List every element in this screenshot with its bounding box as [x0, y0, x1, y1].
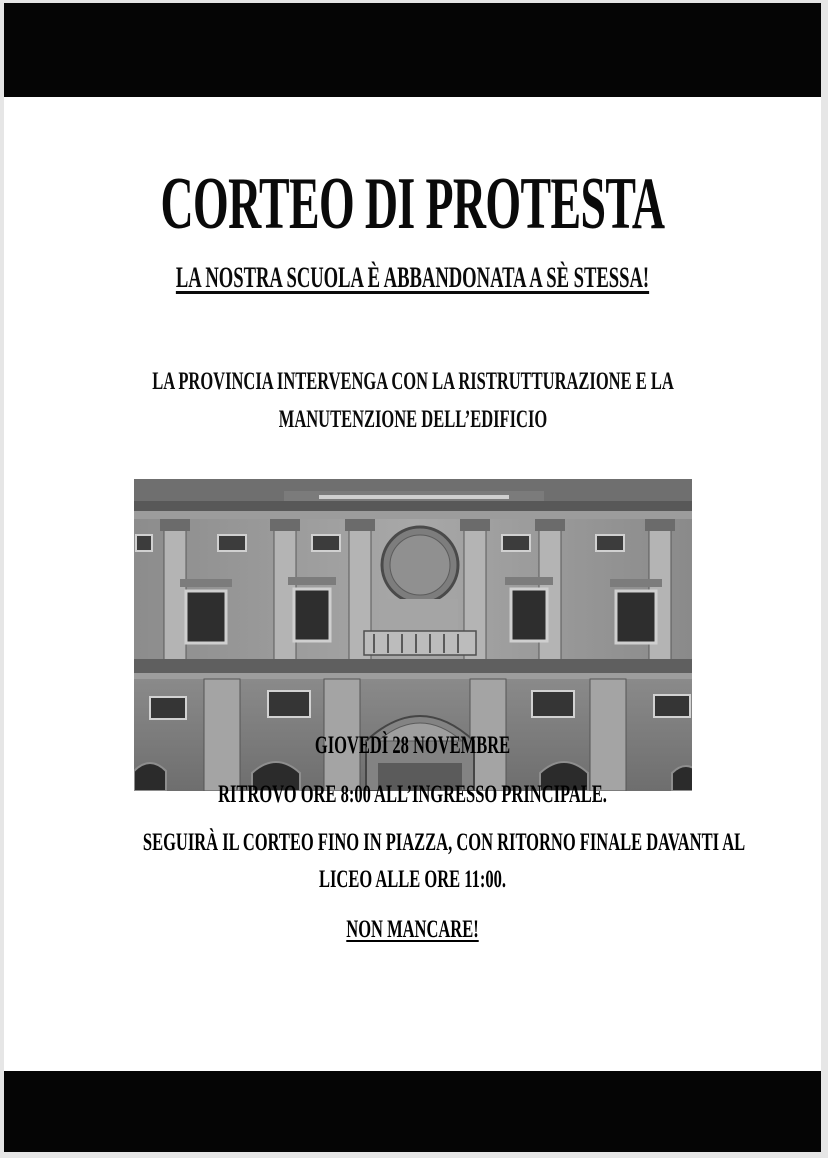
poster-title: CORTEO DI PROTESTA [160, 163, 665, 245]
event-date: GIOVEDÌ 28 NOVEMBRE [314, 732, 511, 759]
building-inscription [319, 495, 509, 499]
closing-call: NON MANCARE! [346, 916, 479, 943]
request-text [116, 363, 710, 439]
request-line-2: MANUTENZIONE DELL’EDIFICIO [278, 406, 548, 433]
poster-subtitle: LA NOSTRA SCUOLA È ABBANDONATA A SÈ STESSA! [175, 261, 650, 294]
route-line-2: LICEO ALLE ORE 11:00. [318, 866, 507, 893]
poster-page [4, 3, 821, 1152]
request-line-1: LA PROVINCIA INTERVENGA CON LA RISTRUTTURAZIONE E LA [152, 368, 674, 395]
top-black-bar [4, 3, 821, 97]
route-line-1: SEGUIRÀ IL CORTEO FINO IN PIAZZA, CON RITORNO FINALE DAVANTI AL [142, 829, 746, 856]
bottom-black-bar [4, 1071, 821, 1152]
event-details [4, 717, 821, 942]
meeting-point: RITROVO ORE 8:00 ALL’INGRESSO PRINCIPALE. [218, 781, 607, 808]
poster-content [4, 97, 821, 439]
